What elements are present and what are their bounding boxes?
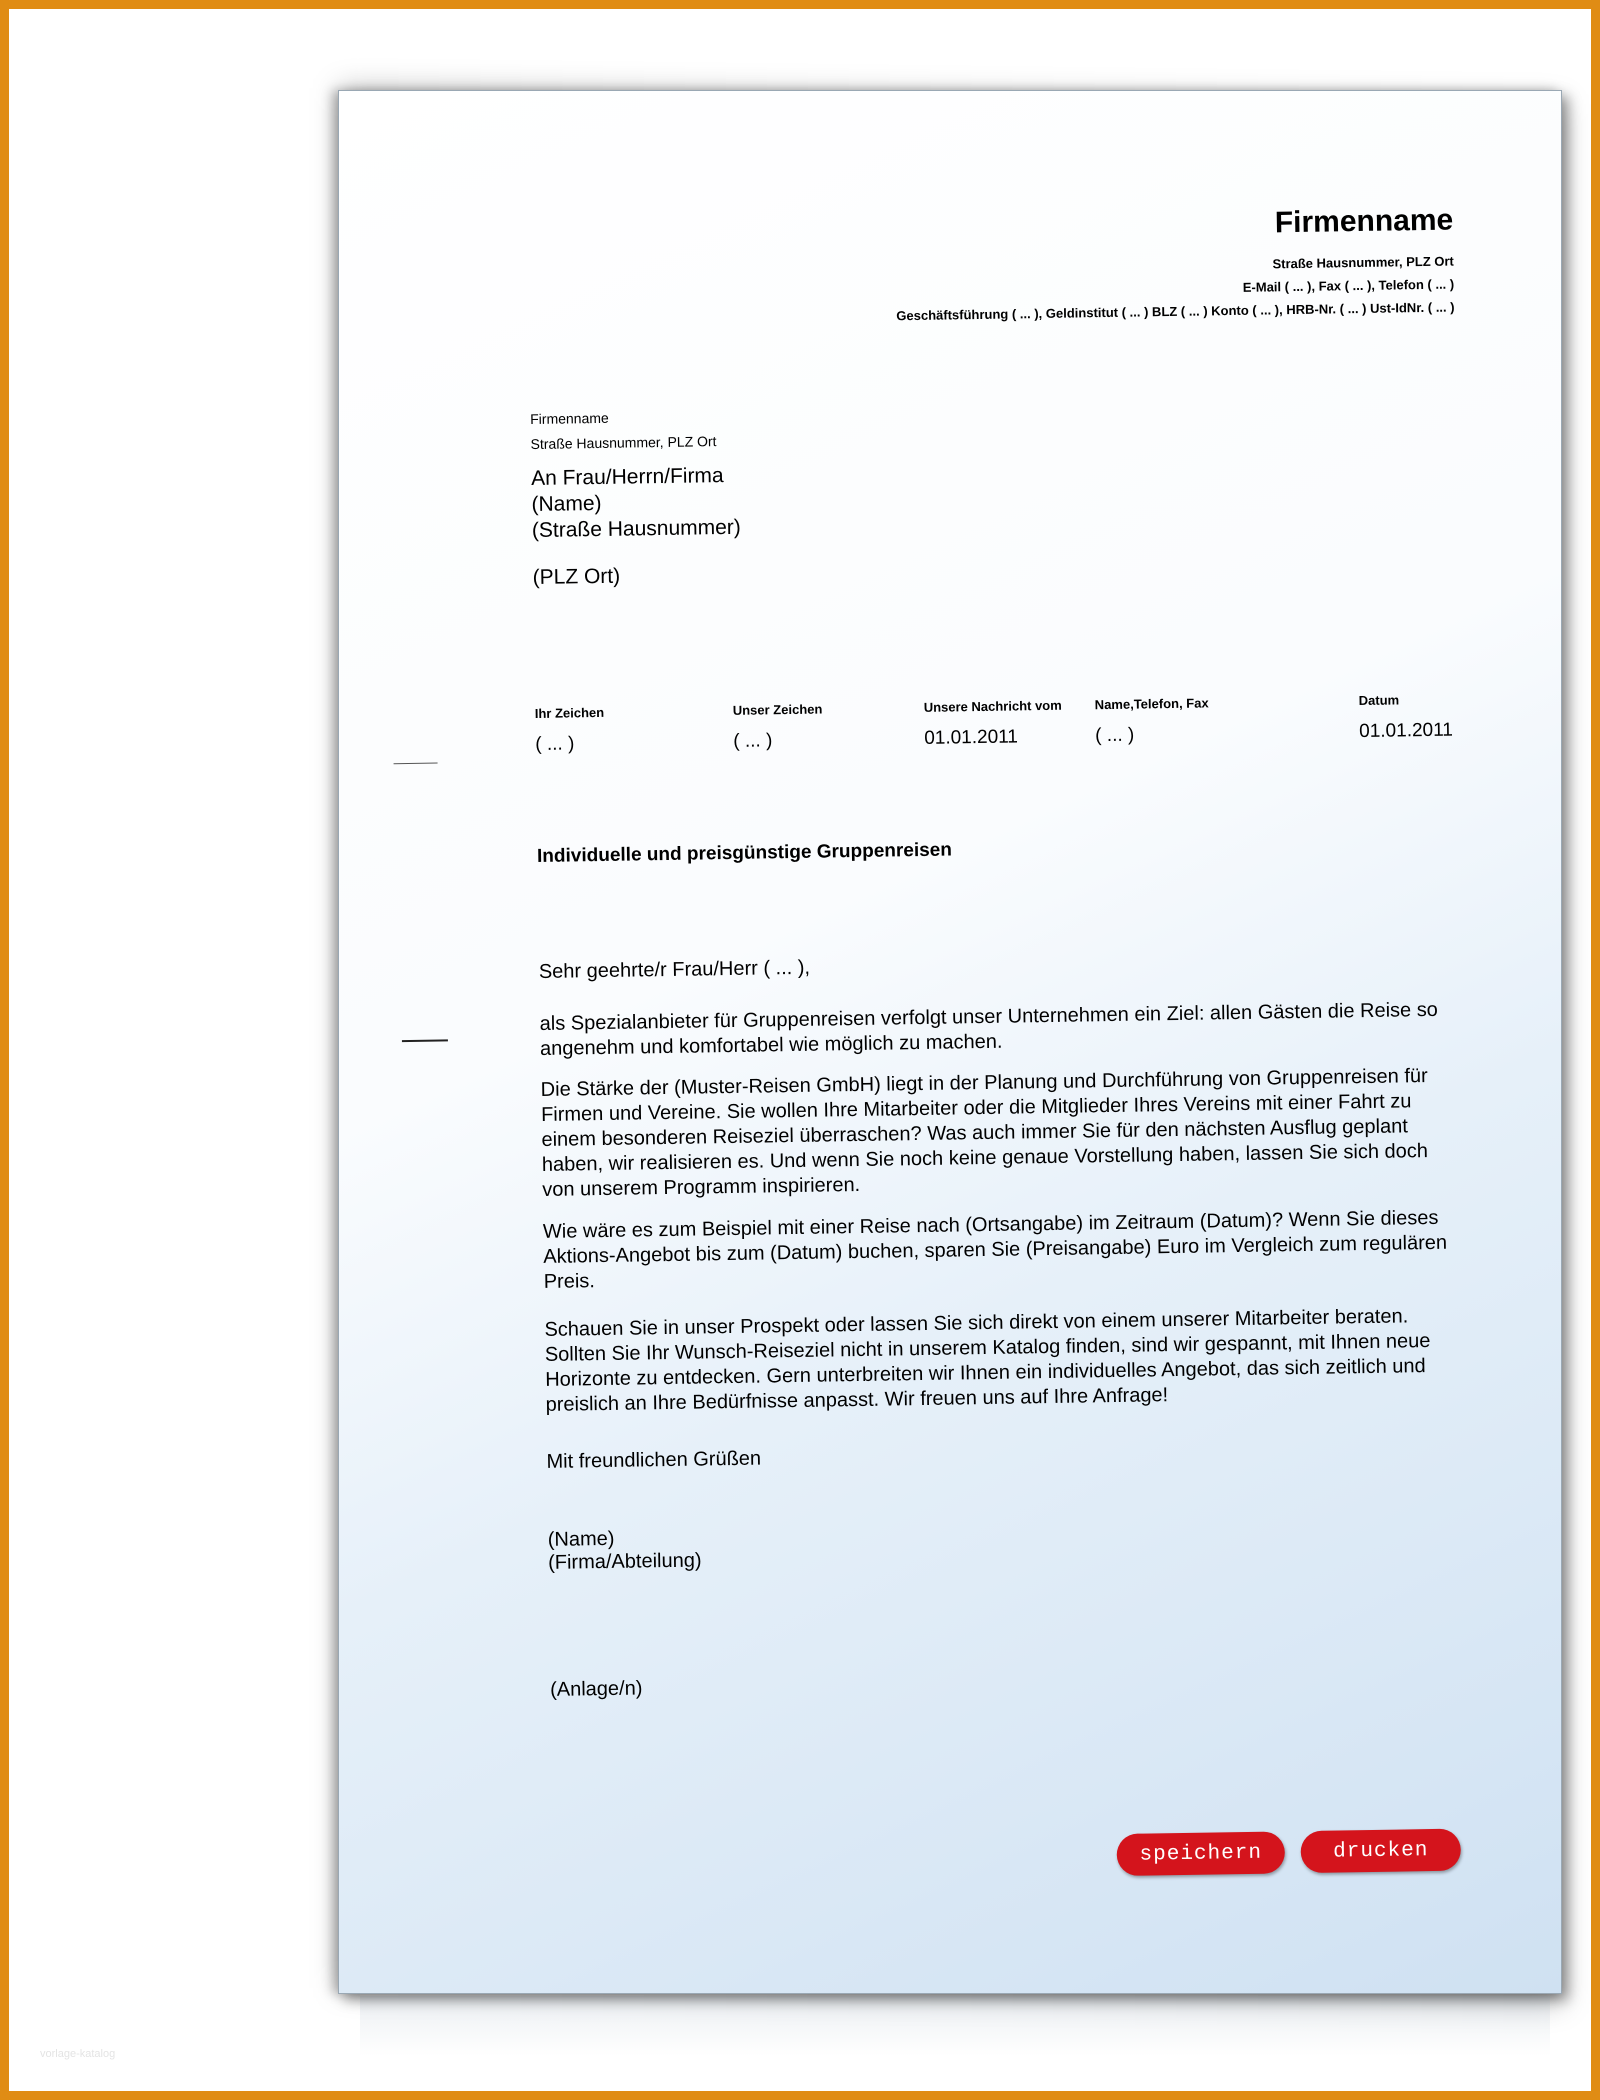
body-paragraph-4: Schauen Sie in unser Prospekt oder lassen Sie sich direkt von einem unserer Mitarbeiter beraten. Sollten Sie Ihr Wunsch-Reiseziel nicht in unserem Katalog finden, sind wir gespannt, mit Ihnen neue Horizonte zu entdecken. Gern unterbreiten wir Ihnen ein individuelles Angebot, das sich zeitlich und preislich an Ihre Bedürfnisse anpasst. Wir freuen uns auf Ihre Anfrage!	[544, 1305, 1431, 1416]
ref-value-name-telefon: ( ... )	[1095, 724, 1135, 747]
body-paragraph-2: Die Stärke der (Muster-Reisen GmbH) liegt in der Planung und Durchführung von Gruppenreisen für Firmen und Vereine. Sie wollen Ihre Mitarbeiter oder die Mitglieder Ihres Vereins mit einer Fahrt zu einem besonderen Reiseziel überraschen? Was auch immer Sie für den nächsten Ausflug geplant haben, wir realisieren es. Und wenn Sie noch keine genaue Vorstellung haben, lassen Sie sich doch von unserem Programm inspirieren.	[540, 1065, 1429, 1201]
letterhead-legal: Geschäftsführung ( ... ), Geldinstitut ( ... ) BLZ ( ... ) Konto ( ... ), HRB-Nr. ( ... ) Ust-IdNr. ( ... )	[896, 299, 1455, 324]
recipient-line-4: (PLZ Ort)	[532, 564, 621, 590]
ref-label-name-telefon: Name,Telefon, Fax	[1094, 695, 1209, 713]
letter-subject: Individuelle und preisgünstige Gruppenreisen	[536, 839, 953, 867]
closing: Mit freundlichen Grüßen	[546, 1447, 762, 1473]
sender-company: Firmenname	[530, 409, 609, 428]
letterhead-contact: E-Mail ( ... ), Fax ( ... ), Telefon ( ... )	[1242, 276, 1455, 295]
ref-label-nachricht-vom: Unsere Nachricht vom	[923, 697, 1062, 715]
recipient-line-1: An Frau/Herrn/Firma	[530, 464, 724, 491]
body-paragraph-3: Wie wäre es zum Beispiel mit einer Reise nach (Ortsangabe) im Zeitraum (Datum)? Wenn Sie dieses Aktions-Angebot bis zum (Datum) buchen, sparen Sie (Preisangabe) Euro im Vergleich zum regulären Preis.	[542, 1206, 1448, 1293]
ref-label-unser-zeichen: Unser Zeichen	[732, 701, 823, 718]
attachment: (Anlage/n)	[549, 1677, 643, 1701]
fold-mark	[394, 763, 438, 765]
ref-label-datum: Datum	[1358, 692, 1400, 709]
ref-value-nachricht-vom: 01.01.2011	[924, 726, 1019, 749]
signature-name: (Name)	[547, 1527, 615, 1551]
watermark: vorlage-katalog	[40, 2048, 116, 2060]
punch-mark	[402, 1039, 448, 1042]
letter-page	[338, 90, 1562, 1994]
sender-address: Straße Hausnummer, PLZ Ort	[530, 433, 717, 453]
recipient-line-3: (Straße Hausnummer)	[531, 515, 741, 543]
salutation: Sehr geehrte/r Frau/Herr ( ... ),	[538, 956, 811, 983]
ref-value-datum: 01.01.2011	[1359, 719, 1454, 743]
recipient-line-2: (Name)	[531, 491, 602, 517]
print-button[interactable]: drucken	[1300, 1829, 1461, 1874]
body-paragraph-1: als Spezialanbieter für Gruppenreisen verfolgt unser Unternehmen ein Ziel: allen Gästen die Reise so angenehm und komfortabel wie möglich zu machen.	[539, 998, 1439, 1060]
letter-content	[339, 90, 1562, 1993]
page-reflection	[360, 1996, 1550, 2056]
ref-value-unser-zeichen: ( ... )	[733, 730, 773, 752]
ref-value-ihr-zeichen: ( ... )	[535, 733, 575, 755]
ref-label-ihr-zeichen: Ihr Zeichen	[534, 704, 605, 722]
save-button[interactable]: speichern	[1116, 1831, 1285, 1876]
signature-department: (Firma/Abteilung)	[547, 1549, 702, 1574]
letterhead-address: Straße Hausnummer, PLZ Ort	[1272, 253, 1454, 272]
letterhead-company: Firmenname	[1274, 203, 1454, 240]
